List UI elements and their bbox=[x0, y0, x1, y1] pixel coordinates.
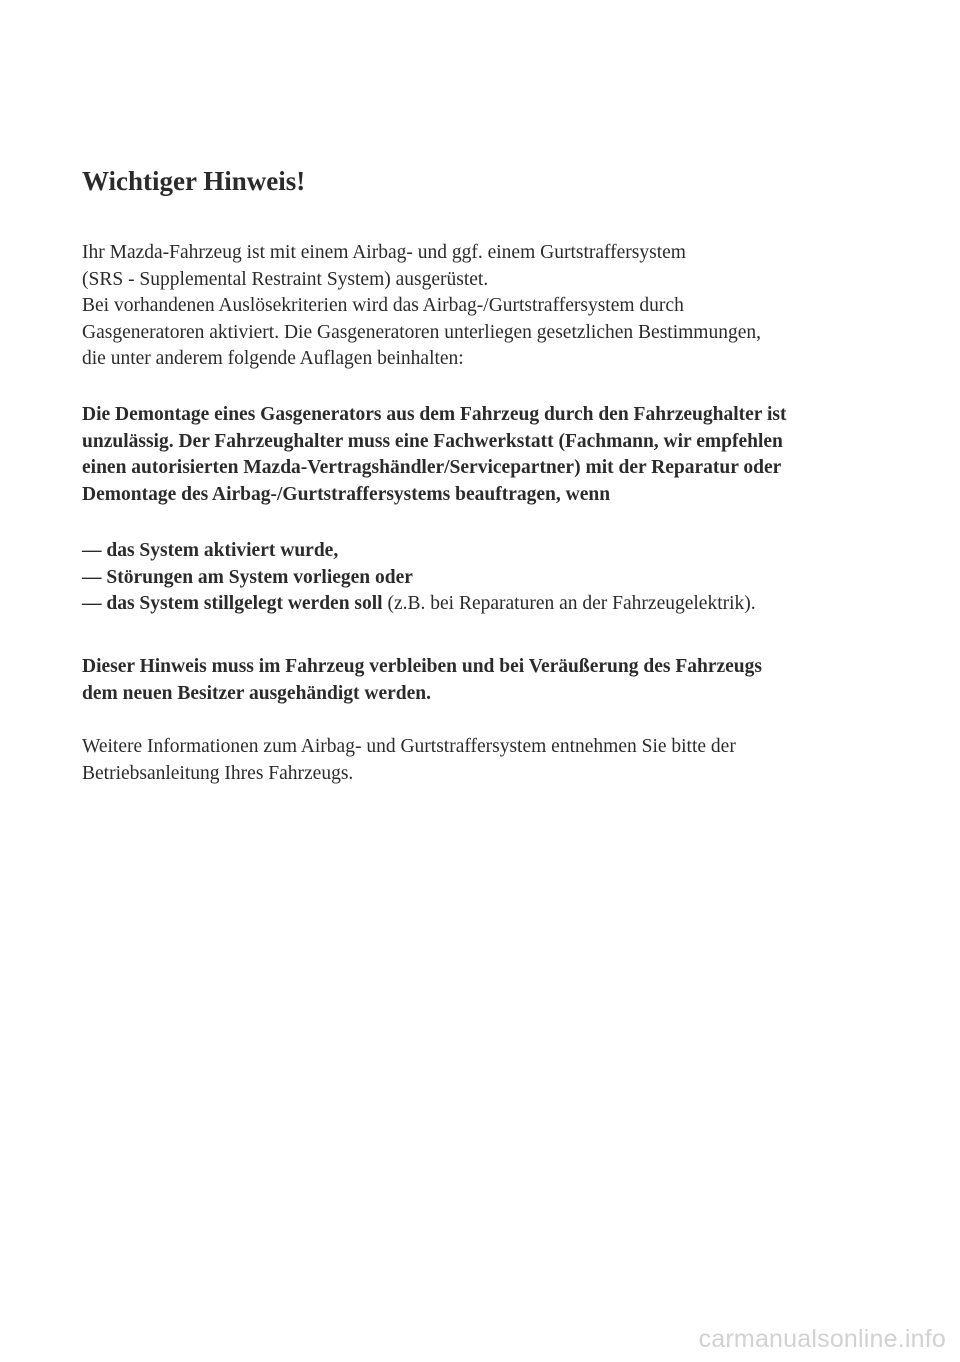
intro-line: Gasgeneratoren aktiviert. Die Gasgeneratoren unterliegen gesetzlichen Bestimmungen, bbox=[82, 321, 761, 343]
warning-paragraph bbox=[82, 402, 786, 508]
closing-line: Weitere Informationen zum Airbag- und Gurtstraffersystem entnehmen Sie bitte der bbox=[82, 736, 736, 757]
warning-line: unzulässig. Der Fahrzeughalter muss eine Fachwerkstatt (Fachmann, wir empfehlen bbox=[82, 430, 783, 452]
notice-paragraph bbox=[82, 654, 762, 707]
condition-item: — Störungen am System vorliegen oder bbox=[82, 566, 413, 588]
watermark: carmanualsonline.info bbox=[698, 1325, 946, 1353]
condition-item: — das System aktiviert wurde, bbox=[82, 540, 339, 561]
notice-line: Dieser Hinweis muss im Fahrzeug verbleiben und bei Veräußerung des Fahrzeugs bbox=[82, 656, 762, 677]
intro-line: Ihr Mazda-Fahrzeug ist mit einem Airbag- und ggf. einem Gurtstraffersystem bbox=[82, 242, 686, 263]
condition-item-note: (z.B. bei Reparaturen an der Fahrzeugelektrik). bbox=[382, 593, 756, 614]
intro-line: (SRS - Supplemental Restraint System) ausgerüstet. bbox=[82, 268, 489, 290]
intro-line: Bei vorhandenen Auslösekriterien wird das Airbag-/Gurtstraffersystem durch bbox=[82, 295, 684, 316]
warning-line: Die Demontage eines Gasgenerators aus dem Fahrzeug durch den Fahrzeughalter ist bbox=[82, 404, 787, 425]
closing-paragraph bbox=[82, 734, 736, 787]
condition-item bbox=[82, 591, 756, 618]
page-title: Wichtiger Hinweis! bbox=[82, 166, 306, 196]
warning-line: Demontage des Airbag-/Gurtstraffersystems beauftragen, wenn bbox=[82, 483, 611, 505]
intro-line: die unter anderem folgende Auflagen beinhalten: bbox=[82, 348, 464, 369]
conditions-list bbox=[82, 538, 756, 618]
intro-paragraph bbox=[82, 240, 761, 373]
closing-line: Betriebsanleitung Ihres Fahrzeugs. bbox=[82, 762, 354, 784]
condition-item-bold: — das System stillgelegt werden soll bbox=[82, 593, 383, 614]
warning-line: einen autorisierten Mazda-Vertragshändler/Servicepartner) mit der Reparatur oder bbox=[82, 457, 782, 478]
notice-line: dem neuen Besitzer ausgehändigt werden. bbox=[82, 682, 432, 704]
